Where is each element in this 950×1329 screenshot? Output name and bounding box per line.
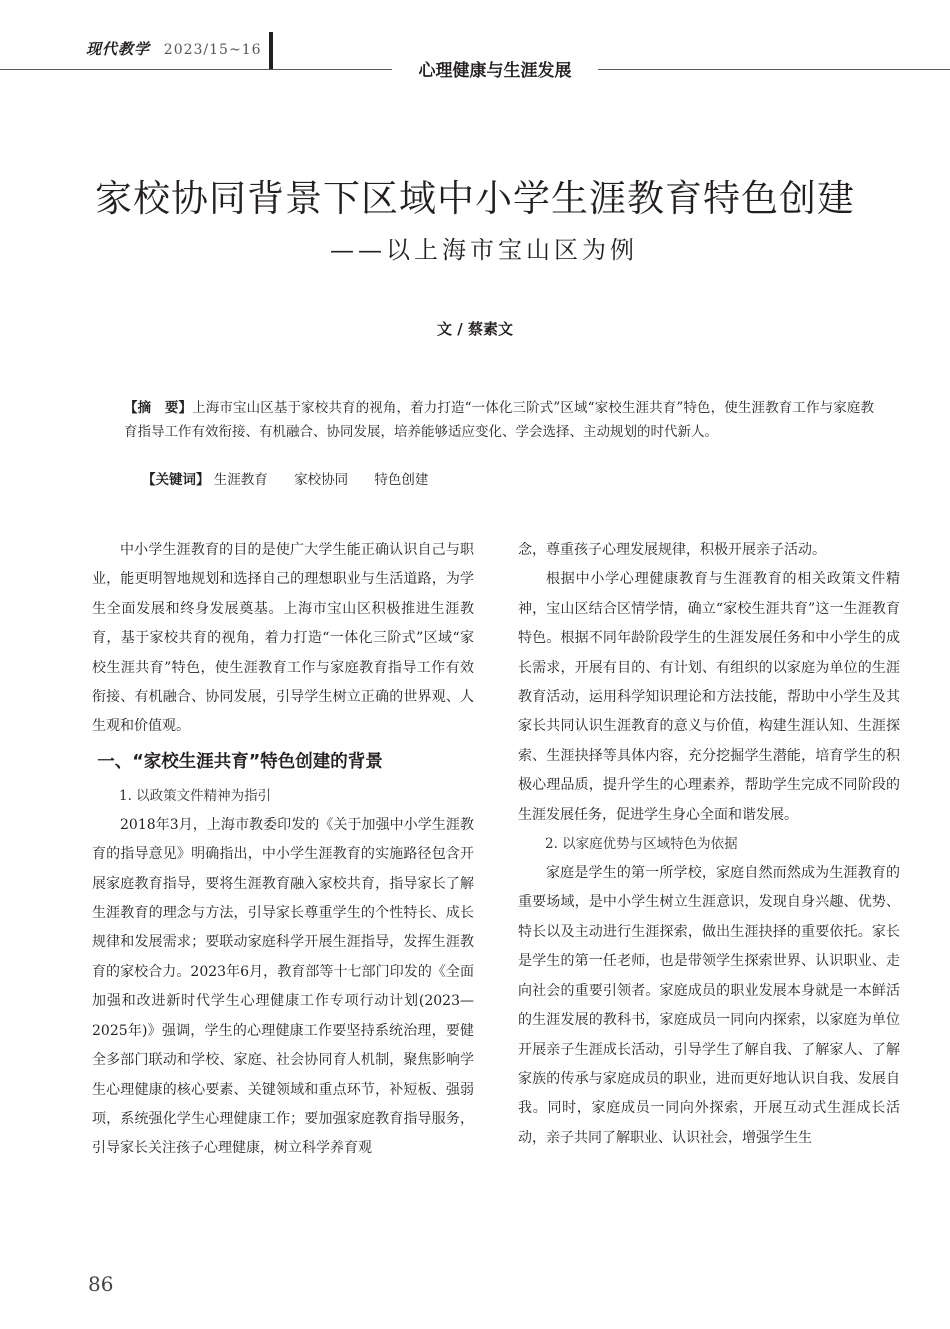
running-header-journal bbox=[86, 38, 262, 59]
section-heading: 一、“家校生涯共育”特色创建的背景 bbox=[97, 751, 383, 772]
author-byline: 文 / 蔡素文 bbox=[437, 320, 513, 338]
abstract-text: 上海市宝山区基于家校共育的视角，着力打造“一体化三阶式”区域“家校生涯共育”特色，使生涯教育工作与家庭教育指导工作有效衔接、有机融合、协同发展，培养能够适应变化、学会选择、主动规划的时代新人。 bbox=[124, 400, 875, 440]
article-subtitle: ——以上海市宝山区为例 bbox=[330, 236, 638, 264]
keyword: 家校协同 bbox=[294, 472, 349, 488]
journal-issue: 2023/15~16 bbox=[163, 42, 262, 58]
header-rule-right bbox=[598, 69, 950, 70]
body-paragraph: 中小学生涯教育的目的是使广大学生能正确认识自己与职业，能更明智地规划和选择自己的理想职业与生活道路，为学生全面发展和终身发展奠基。上海市宝山区积极推进生涯教育，基于家校共育的视角，着力打造“一体化三阶式”区域“家校生涯共育”特色，使生涯教育工作与家庭教育指导工作有效衔接、有机融合、协同发展，引导学生树立正确的世界观、人生观和价值观。 bbox=[92, 542, 474, 735]
keyword: 特色创建 bbox=[374, 472, 429, 488]
article-title: 家校协同背景下区域中小学生涯教育特色创建 bbox=[95, 177, 855, 220]
header-divider-bar bbox=[269, 32, 273, 70]
body-paragraph: 根据中小学心理健康教育与生涯教育的相关政策文件精神，宝山区结合区情学情，确立“家校生涯共育”这一生涯教育特色。根据不同年龄阶段学生的生涯发展任务和中小学生的成长需求，开展有目的、有计划、有组织的以家庭为单位的生涯教育活动，运用科学知识理论和方法技能，帮助中小学生及其家长共同认识生涯教育的意义与价值，构建生涯认知、生涯探索、生涯抉择等具体内容，充分挖掘学生潜能，培育学生的积极心理品质，提升学生的心理素养，帮助学生完成不同阶段的生涯发展任务，促进学生身心全面和谐发展。 bbox=[518, 571, 900, 823]
page-number: 86 bbox=[88, 1272, 114, 1296]
abstract-label: 【摘 要】 bbox=[124, 400, 193, 416]
body-column-right bbox=[518, 536, 900, 1153]
keywords-label: 【关键词】 bbox=[142, 472, 210, 488]
abstract bbox=[124, 396, 874, 444]
body-paragraph: 家庭是学生的第一所学校，家庭自然而然成为生涯教育的重要场域，是中小学生树立生涯意识，发现自身兴趣、优势、特长以及主动进行生涯探索，做出生涯抉择的重要依托。家长是学生的第一任老师，也是带领学生探索世界、认识职业、走向社会的重要引领者。家庭成员的职业发展本身就是一本鲜活的生涯发展的教科书，家庭成员一同向内探索，以家庭为单位开展亲子生涯成长活动，引导学生了解自我、了解家人、了解家族的传承与家庭成员的职业，进而更好地认识自我、发展自我。同时，家庭成员一同向外探索，开展互动式生涯成长活动，亲子共同了解职业、认识社会，增强学生生 bbox=[518, 865, 900, 1146]
section-title: 心理健康与生涯发展 bbox=[418, 61, 572, 81]
journal-name: 现代教学 bbox=[86, 40, 151, 58]
keywords bbox=[142, 468, 872, 492]
body-paragraph: 2018年3月，上海市教委印发的《关于加强中小学生涯教育的指导意见》明确指出，中小学生涯教育的实施路径包含开展家庭教育指导，要将生涯教育融入家校共育，指导家长了解生涯教育的理念与方法，引导家长尊重学生的个性特长、成长规律和发展需求；要联动家庭科学开展生涯指导，发挥生涯教育的家校合力。2023年6月，教育部等十七部门印发的《全面加强和改进新时代学生心理健康工作专项行动计划(2023—2025年)》强调，学生的心理健康工作要坚持系统治理，要健全多部门联动和学校、家庭、社会协同育人机制，聚焦影响学生心理健康的核心要素、关键领域和重点环节，补短板、强弱项，系统强化学生心理健康工作；要加强家庭教育指导服务，引导家长关注孩子心理健康，树立科学养育观 bbox=[92, 816, 474, 1157]
subsection-heading: 1. 以政策文件精神为指引 bbox=[119, 787, 272, 804]
subsection-heading: 2. 以家庭优势与区域特色为依据 bbox=[545, 836, 738, 853]
header-rule-left bbox=[0, 69, 392, 70]
body-column-left bbox=[92, 536, 474, 1164]
body-paragraph-continued: 念，尊重孩子心理发展规律，积极开展亲子活动。 bbox=[518, 542, 826, 558]
keyword: 生涯教育 bbox=[213, 472, 268, 488]
